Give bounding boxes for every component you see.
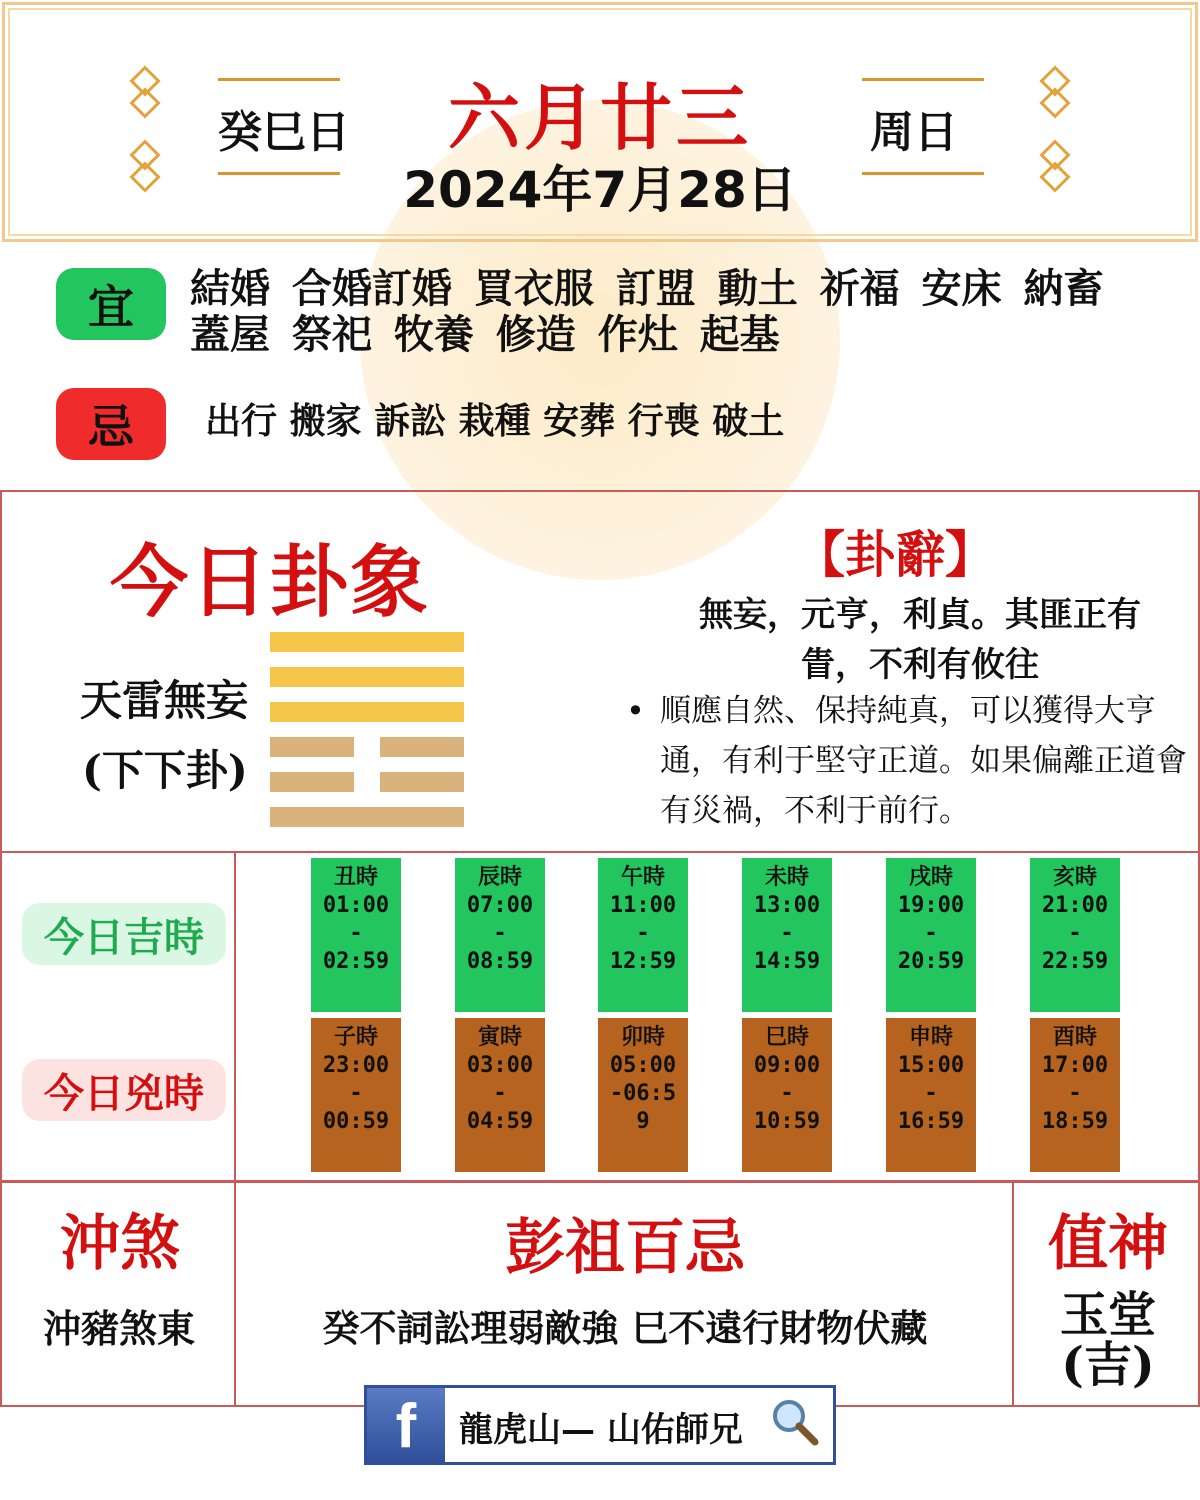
hour-name: 酉時 bbox=[1052, 1025, 1097, 1050]
hour-end: 10:59 bbox=[753, 1109, 821, 1134]
bad-hour-cell bbox=[598, 1018, 688, 1172]
yin-line-segment bbox=[380, 737, 464, 757]
divider bbox=[1012, 1181, 1014, 1407]
solar-date: 2024年7月28日 bbox=[403, 161, 797, 219]
divider bbox=[862, 172, 984, 175]
hour-start: 21:00 bbox=[1041, 893, 1109, 918]
hour-dash: - bbox=[349, 921, 363, 946]
hour-dash: - bbox=[780, 1081, 794, 1106]
facebook-icon: f bbox=[367, 1388, 445, 1462]
hour-dash: - bbox=[1068, 921, 1082, 946]
hour-end: 9 bbox=[636, 1109, 650, 1134]
hour-end: 14:59 bbox=[753, 949, 821, 974]
magnifier-icon bbox=[769, 1396, 821, 1448]
good-hour-cell bbox=[311, 858, 401, 1012]
divider bbox=[234, 1181, 236, 1407]
hour-dash: - bbox=[493, 1081, 507, 1106]
zhishen-name: 玉堂 bbox=[1059, 1287, 1156, 1343]
hour-dash: - bbox=[493, 921, 507, 946]
divider bbox=[218, 78, 340, 81]
yang-line bbox=[270, 702, 464, 722]
good-hour-cell bbox=[1030, 858, 1120, 1012]
yi-items: 結婚 合婚訂婚 買衣服 訂盟 動土 祈福 安床 納畜 蓋屋 祭祀 牧養 修造 作灶 起基 bbox=[190, 265, 1104, 358]
hexagram-title: 今日卦象 bbox=[110, 537, 431, 628]
hour-name: 申時 bbox=[908, 1025, 953, 1050]
pengzu-title: 彭祖百忌 bbox=[505, 1213, 745, 1283]
ganzhi-day: 癸巳日 bbox=[218, 107, 350, 158]
yin-line-segment bbox=[270, 772, 354, 792]
hour-name: 子時 bbox=[333, 1025, 378, 1050]
hour-dash: - bbox=[780, 921, 794, 946]
hour-name: 戌時 bbox=[908, 865, 953, 890]
hour-name: 丑時 bbox=[333, 865, 378, 890]
hour-end: 04:59 bbox=[466, 1109, 534, 1134]
hour-dash: - bbox=[1068, 1081, 1082, 1106]
bad-hours-label: 今日兇時 bbox=[22, 1059, 226, 1121]
hour-dash: - bbox=[924, 1081, 938, 1106]
hour-start: 11:00 bbox=[609, 893, 677, 918]
hour-end: 02:59 bbox=[322, 949, 390, 974]
zhishen-value bbox=[1018, 1287, 1198, 1393]
chongsha-text: 沖豬煞東 bbox=[42, 1306, 195, 1351]
hexagram-name: 天雷無妄 bbox=[80, 676, 249, 725]
divider bbox=[218, 172, 340, 175]
hour-name: 辰時 bbox=[477, 865, 522, 890]
divider bbox=[862, 78, 984, 81]
lunar-date: 六月廿三 bbox=[447, 75, 752, 160]
hour-end: 22:59 bbox=[1041, 949, 1109, 974]
hour-start: 23:00 bbox=[322, 1053, 390, 1078]
hour-end: 08:59 bbox=[466, 949, 534, 974]
yang-line bbox=[270, 632, 464, 652]
good-hours-label: 今日吉時 bbox=[22, 903, 226, 965]
hour-start: 15:00 bbox=[897, 1053, 965, 1078]
hour-name: 寅時 bbox=[477, 1025, 522, 1050]
hour-end: 16:59 bbox=[897, 1109, 965, 1134]
divider bbox=[234, 852, 236, 1182]
hour-end: 12:59 bbox=[609, 949, 677, 974]
yin-line-segment bbox=[270, 737, 354, 757]
good-hour-cell bbox=[886, 858, 976, 1012]
bad-hour-cell bbox=[455, 1018, 545, 1172]
good-hour-cell bbox=[455, 858, 545, 1012]
pengzu-text: 癸不詞訟理弱敵強 巳不遠行財物伏藏 bbox=[322, 1306, 928, 1350]
hour-name: 午時 bbox=[620, 865, 665, 890]
yin-line-segment bbox=[380, 772, 464, 792]
hour-start: 13:00 bbox=[753, 893, 821, 918]
zhishen-luck: (吉) bbox=[1061, 1337, 1155, 1393]
bad-hour-cell bbox=[886, 1018, 976, 1172]
hour-name: 亥時 bbox=[1052, 865, 1097, 890]
bad-hour-cell bbox=[311, 1018, 401, 1172]
ji-items: 出行 搬家 訴訟 栽種 安葬 行喪 破土 bbox=[205, 400, 785, 442]
hexagram-grade: (下下卦) bbox=[82, 746, 248, 795]
yang-line bbox=[270, 807, 464, 827]
bad-hour-cell bbox=[742, 1018, 832, 1172]
hour-start: 07:00 bbox=[466, 893, 534, 918]
hour-dash: - bbox=[349, 1081, 363, 1106]
hour-end: 20:59 bbox=[897, 949, 965, 974]
guaci-title: 【卦辭】 bbox=[795, 525, 995, 584]
hour-name: 巳時 bbox=[764, 1025, 809, 1050]
hour-end: 00:59 bbox=[322, 1109, 390, 1134]
weekday: 周日 bbox=[870, 107, 958, 158]
hour-start: 19:00 bbox=[897, 893, 965, 918]
yang-line bbox=[270, 667, 464, 687]
hour-dash: -06:5 bbox=[609, 1081, 677, 1106]
guaci-text: 無妄，元亨，利貞。其匪正有眚，不利有攸往 bbox=[699, 595, 1141, 685]
yi-badge: 宜 bbox=[56, 268, 166, 340]
bad-hour-cell bbox=[1030, 1018, 1120, 1172]
hour-name: 未時 bbox=[764, 865, 809, 890]
good-hour-cell bbox=[742, 858, 832, 1012]
hour-start: 03:00 bbox=[466, 1053, 534, 1078]
hour-end: 18:59 bbox=[1041, 1109, 1109, 1134]
facebook-banner[interactable] bbox=[364, 1385, 836, 1465]
zhishen-title: 值神 bbox=[1048, 1209, 1168, 1279]
hour-dash: - bbox=[924, 921, 938, 946]
hexagram-interpretation: • 順應自然、保持純真，可以獲得大亨通，有利于堅守正道。如果偏離正道會有災禍，不利于前行。 bbox=[660, 686, 1190, 836]
good-hour-cell bbox=[598, 858, 688, 1012]
ji-badge: 忌 bbox=[56, 388, 166, 460]
hour-start: 01:00 bbox=[322, 893, 390, 918]
banner-text: 龍虎山— 山佑師兄 bbox=[459, 1410, 743, 1450]
hour-dash: - bbox=[636, 921, 650, 946]
chongsha-title: 沖煞 bbox=[60, 1209, 180, 1279]
hour-start: 05:00 bbox=[609, 1053, 677, 1078]
hour-start: 17:00 bbox=[1041, 1053, 1109, 1078]
hour-name: 卯時 bbox=[620, 1025, 665, 1050]
hour-start: 09:00 bbox=[753, 1053, 821, 1078]
